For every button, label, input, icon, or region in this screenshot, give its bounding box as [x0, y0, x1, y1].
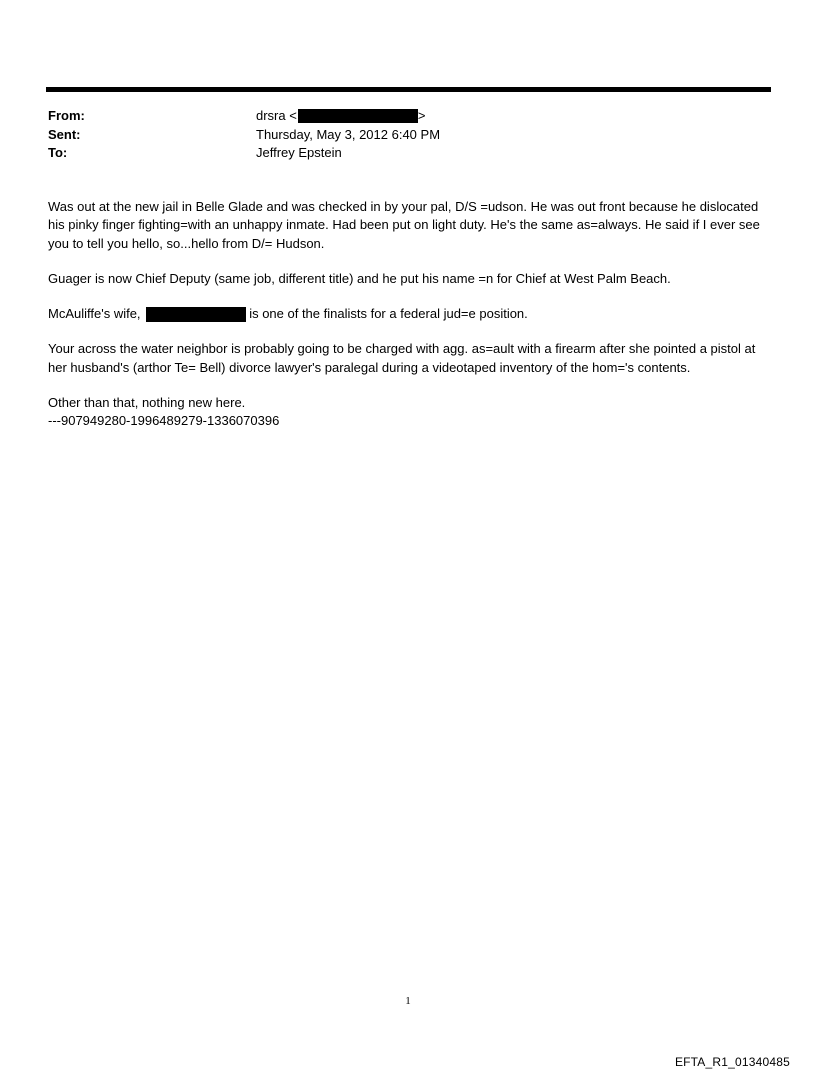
body-paragraph-4: Your across the water neighbor is probably going to be charged with agg. as=ault with a firearm after she pointed a pistol at her husband's (arthor Te= Bell) divorce lawyer's paralegal during a videotaped inventory of the hom='s contents. [48, 341, 756, 375]
sent-value: Thursday, May 3, 2012 6:40 PM [256, 126, 441, 142]
sent-label: Sent: [48, 126, 81, 142]
header-divider [46, 87, 771, 92]
from-row [48, 107, 768, 126]
email-header [48, 107, 768, 163]
to-value: Jeffrey Epstein [256, 145, 342, 160]
from-close: > [417, 108, 426, 123]
from-label: From: [48, 108, 85, 123]
body-signature-id: ---907949280-1996489279-1336070396 [48, 413, 280, 429]
from-value [256, 107, 425, 126]
redacted-name [146, 307, 246, 322]
body-paragraph-2: Guager is now Chief Deputy (same job, different title) and he put his name =n for Chief at West Palm Beach. [48, 270, 671, 286]
to-row [48, 144, 768, 163]
email-body [48, 198, 770, 431]
body-paragraph-1: Was out at the new jail in Belle Glade and was checked in by your pal, D/S =udson. He was out front because he dislocated his pinky finger fighting=with an unhappy inmate. Had been put on light duty. He's the same as=always. He said if I ever see you to tell you hello, so...hello from D/= Hudson. [48, 199, 760, 251]
p3-before: McAuliffe's wife, [48, 306, 141, 322]
sent-row [48, 126, 768, 145]
from-name: drsra < [256, 108, 297, 123]
redacted-email [298, 109, 418, 123]
body-paragraph-5: Other than that, nothing new here. [48, 395, 246, 411]
p3-after: is one of the finalists for a federal jud=e position. [249, 306, 528, 322]
page-number: 1 [405, 995, 411, 1007]
to-label: To: [48, 145, 68, 160]
body-paragraph-3 [48, 305, 770, 323]
document-id: EFTA_R1_01340485 [674, 1055, 790, 1069]
